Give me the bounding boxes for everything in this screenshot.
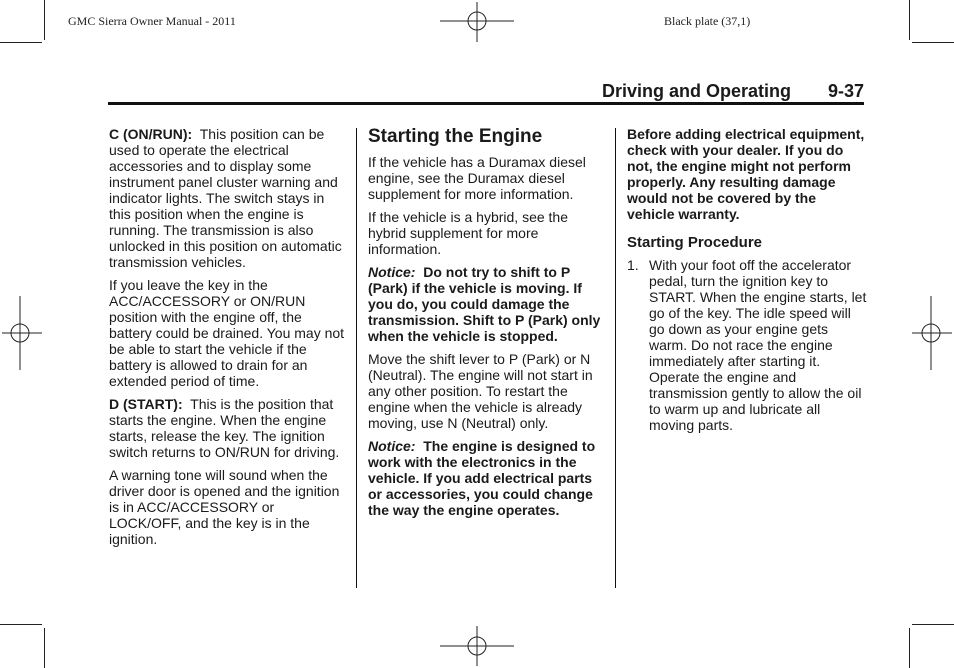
section-title: Driving and Operating xyxy=(602,81,792,101)
paragraph-warning-tone: A warning tone will sound when the driver door is opened and the ignition is in ACC/ACCESSORY or LOCK/OFF, and the key is in the ignition. xyxy=(109,467,340,547)
notice-text: The engine is designed to work with the electronics in the vehicle. If you add electrical parts or accessories, you could change the way the engine operates. xyxy=(368,438,596,518)
page-number: 9-37 xyxy=(827,81,864,101)
crop-mark-top-left-v xyxy=(44,0,45,40)
registration-mark-right-icon xyxy=(912,296,952,370)
crop-mark-bottom-left-h xyxy=(0,624,42,625)
column-1 xyxy=(109,126,347,554)
paragraph-duramax: If the vehicle has a Duramax diesel engine, see the Duramax diesel supplement for more information. xyxy=(368,154,586,202)
notice-label: Notice: xyxy=(368,438,416,454)
column-2 xyxy=(368,126,606,525)
crop-mark-bottom-left-v xyxy=(44,628,45,668)
crop-mark-bottom-right-v xyxy=(909,628,910,668)
column-3 xyxy=(627,126,867,433)
notice-text: Do not try to shift to P (Park) if the vehicle is moving. If you do, you could damage the transmission. Shift to P (Park) only when the vehicle is stopped. xyxy=(368,264,601,344)
column-divider-1 xyxy=(356,128,357,588)
print-header-left: GMC Sierra Owner Manual - 2011 xyxy=(68,14,236,28)
paragraph-hybrid: If the vehicle is a hybrid, see the hybrid supplement for more information. xyxy=(368,209,568,257)
on-run-text: This position can be used to operate the electrical accessories and to display some instrument panel cluster warning and indicator lights. The switch stays in this position when the engine is running. The transmission is also unlocked in this position on automatic transmission vehicles. xyxy=(109,126,342,270)
crop-mark-top-right-h xyxy=(912,42,954,43)
print-header-right: Black plate (37,1) xyxy=(664,14,751,28)
section-header xyxy=(602,81,864,102)
crop-mark-top-left-h xyxy=(0,42,42,43)
paragraph-battery-drain: If you leave the key in the ACC/ACCESSORY or ON/RUN position with the engine off, the battery could be drained. You may not be able to start the vehicle if the battery is allowed to drain for an extended period of time. xyxy=(109,277,345,389)
registration-mark-left-icon xyxy=(2,296,42,370)
paragraph-shift-lever: Move the shift lever to P (Park) or N (Neutral). The engine will not start in any other position. To restart the engine when the vehicle is already moving, use N (Neutral) only. xyxy=(368,351,593,431)
notice-shift-park xyxy=(368,264,606,344)
subheading-starting-procedure: Starting Procedure xyxy=(627,234,763,251)
list-item xyxy=(627,257,867,433)
paragraph-start xyxy=(109,396,347,460)
paragraph-electrical-equipment: Before adding electrical equipment, check with your dealer. If you do not, the engine might not perform properly. Any resulting damage would not be covered by the vehicle warranty. xyxy=(627,126,865,222)
list-item-number: 1. xyxy=(627,257,639,273)
registration-mark-top-icon xyxy=(440,2,514,42)
crop-mark-bottom-right-h xyxy=(912,624,954,625)
notice-label: Notice: xyxy=(368,264,416,280)
notice-electronics xyxy=(368,438,606,518)
heading-starting-the-engine: Starting the Engine xyxy=(368,126,543,147)
column-divider-2 xyxy=(615,128,616,588)
start-label: D (START): xyxy=(109,396,183,412)
crop-mark-top-right-v xyxy=(909,0,910,40)
on-run-label: C (ON/RUN): xyxy=(109,126,193,142)
registration-mark-bottom-icon xyxy=(440,626,514,666)
header-rule xyxy=(108,102,864,105)
start-text: This is the position that starts the engine. When the engine starts, release the key. The ignition switch returns to ON/RUN for driving. xyxy=(109,396,340,460)
paragraph-on-run xyxy=(109,126,347,270)
list-item-text: With your foot off the accelerator pedal, turn the ignition key to START. When the engine starts, let go of the key. The idle speed will go down as your engine gets warm. Do not race the engine immediately after starting it. Operate the engine and transmission gently to allow the oil to warm up and lubricate all moving parts. xyxy=(649,257,867,433)
